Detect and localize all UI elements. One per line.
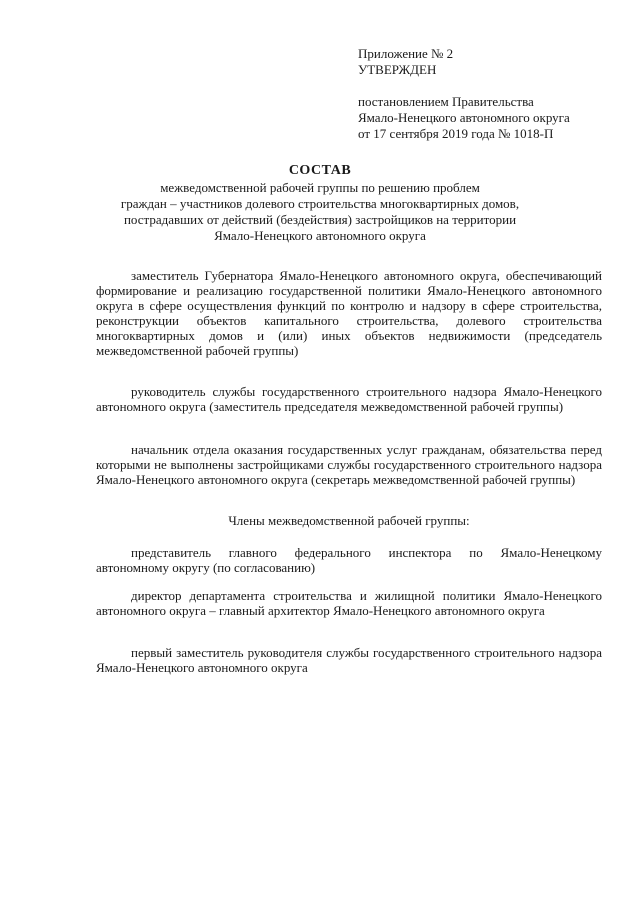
appendix-label: Приложение № 2 bbox=[358, 46, 454, 61]
approved-label: УТВЕРЖДЕН bbox=[358, 62, 437, 77]
member-item: первый заместитель руководителя службы государственного строительного надзора Ямало-Ненецкого автономного округа bbox=[96, 645, 602, 675]
resolution-line: Ямало-Ненецкого автономного округа bbox=[358, 110, 570, 125]
title-line: пострадавших от действий (бездействия) застройщиков на территории bbox=[123, 212, 517, 227]
resolution-line: от 17 сентября 2019 года № 1018-П bbox=[358, 126, 554, 141]
document-title bbox=[120, 163, 520, 244]
position-deputy-chairman: руководитель службы государственного строительного надзора Ямало-Ненецкого автономного округа (заместитель председателя межведомственной рабочей группы) bbox=[96, 384, 602, 414]
approval-block bbox=[358, 46, 570, 142]
spacer bbox=[358, 78, 570, 94]
title-line: межведомственной рабочей группы по решению проблем bbox=[160, 180, 480, 195]
members-heading: Члены межведомственной рабочей группы: bbox=[228, 513, 470, 528]
resolution-line: постановлением Правительства bbox=[358, 94, 534, 109]
title-heading: СОСТАВ bbox=[288, 163, 352, 178]
position-chairman: заместитель Губернатора Ямало-Ненецкого автономного округа, обеспечивающий формирование и реализацию государственной политики Ямало-Ненецкого автономного округа в сфере осуществления функций по контролю и надзору в сфере строительства, реконструкции объектов капитального строительства, долевого строительства многоквартирных домов и (или) иных объектов недвижимости (председатель межведомственной рабочей группы) bbox=[96, 268, 602, 358]
title-line: Ямало-Ненецкого автономного округа bbox=[214, 228, 426, 243]
member-item: директор департамента строительства и жилищной политики Ямало-Ненецкого автономного округа – главный архитектор Ямало-Ненецкого автономного округа bbox=[96, 588, 602, 618]
member-item: представитель главного федерального инспектора по Ямало-Ненецкому автономному округу (по согласованию) bbox=[96, 545, 602, 575]
title-line: граждан – участников долевого строительства многоквартирных домов, bbox=[120, 196, 520, 211]
position-secretary: начальник отдела оказания государственных услуг гражданам, обязательства перед которыми не выполнены застройщиками службы государственного строительного надзора Ямало-Ненецкого автономного округа (секретарь межведомственной рабочей группы) bbox=[96, 442, 602, 487]
